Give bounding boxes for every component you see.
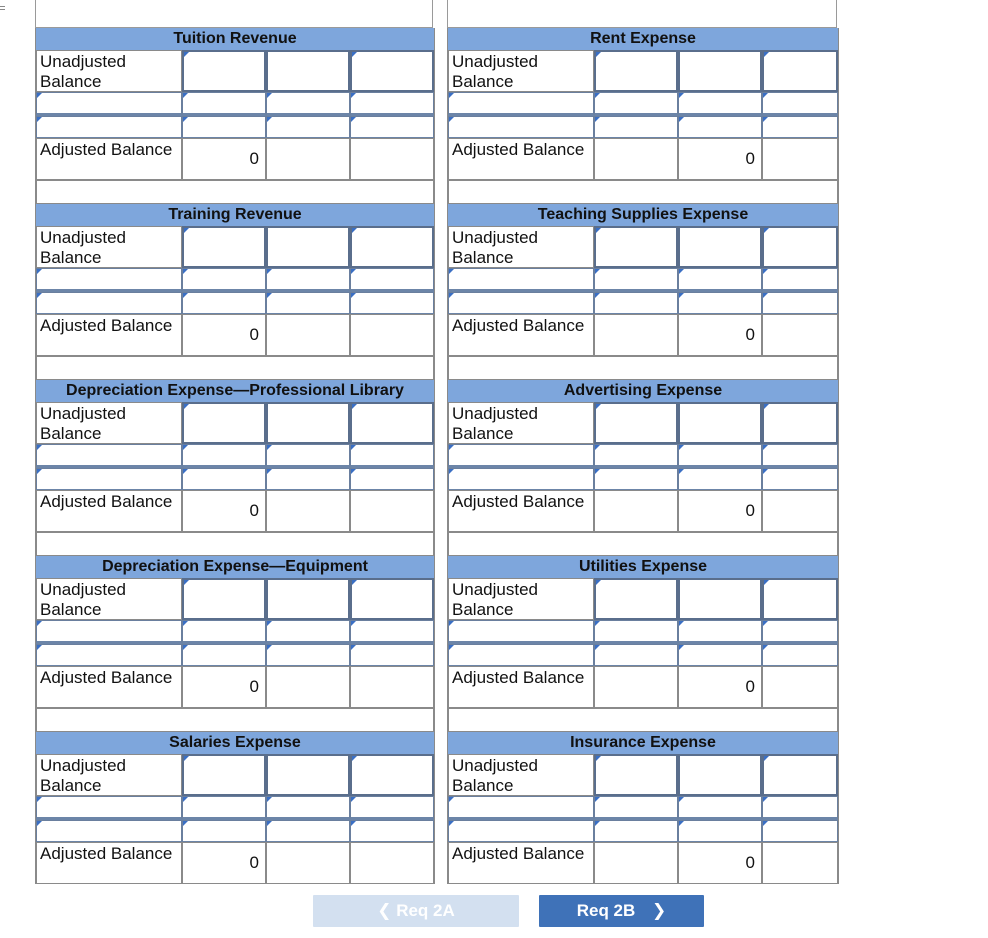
credit-unadjusted-input[interactable] — [266, 50, 350, 92]
adjusted-balance-cell — [762, 314, 838, 356]
adjustment-debit-input[interactable] — [594, 644, 678, 668]
balance-unadjusted-input[interactable] — [762, 226, 838, 268]
ledger-account — [447, 556, 839, 732]
ledger-title: Advertising Expense — [448, 380, 838, 402]
adjustment-debit-input[interactable] — [594, 92, 678, 116]
adjustment-credit-input[interactable] — [266, 92, 350, 116]
ledger-spacer — [448, 532, 838, 556]
balance-unadjusted-input[interactable] — [350, 578, 434, 620]
adjusted-debit-cell — [594, 666, 678, 708]
adjustment-debit-input[interactable] — [182, 620, 266, 644]
adjustment-credit-input[interactable] — [678, 444, 762, 468]
adjustment-credit-input[interactable] — [266, 468, 350, 492]
adjustment-credit-input[interactable] — [266, 268, 350, 292]
debit-unadjusted-input[interactable] — [182, 402, 266, 444]
ledger-spacer — [36, 532, 434, 556]
adjusted-balance-cell — [762, 490, 838, 532]
adjustment-credit-input[interactable] — [678, 268, 762, 292]
adjustment-description-input[interactable] — [36, 644, 182, 668]
credit-unadjusted-input[interactable] — [266, 578, 350, 620]
ledger-title: Depreciation Expense—Professional Library — [36, 380, 434, 402]
ledger-spacer — [448, 708, 838, 732]
edge-mark — [0, 9, 5, 10]
debit-unadjusted-input[interactable] — [594, 50, 678, 92]
debit-unadjusted-input[interactable] — [594, 226, 678, 268]
edge-mark — [0, 6, 5, 7]
adjustment-debit-input[interactable] — [182, 116, 266, 140]
ledger-title: Rent Expense — [448, 28, 838, 50]
adjustment-description-input[interactable] — [448, 292, 594, 316]
debit-unadjusted-input[interactable] — [594, 578, 678, 620]
unadjusted-balance-label: Unadjusted Balance — [36, 402, 182, 444]
ledger-spacer — [36, 180, 434, 204]
debit-unadjusted-input[interactable] — [182, 578, 266, 620]
adjusted-value: 0 — [678, 490, 762, 532]
adjusted-credit-cell — [266, 490, 350, 532]
adjustment-description-input[interactable] — [36, 620, 182, 644]
ledger-title: Insurance Expense — [448, 732, 838, 754]
adjusted-value: 0 — [182, 666, 266, 708]
adjustment-balance-input[interactable] — [350, 268, 434, 292]
unadjusted-balance-label: Unadjusted Balance — [36, 578, 182, 620]
adjustment-description-input[interactable] — [448, 620, 594, 644]
adjusted-value: 0 — [678, 842, 762, 884]
ledger-title: Teaching Supplies Expense — [448, 204, 838, 226]
debit-unadjusted-input[interactable] — [594, 754, 678, 796]
adjustment-description-input[interactable] — [36, 116, 182, 140]
adjustment-description-input[interactable] — [36, 268, 182, 292]
adjustment-debit-input[interactable] — [182, 268, 266, 292]
adjustment-description-input[interactable] — [448, 796, 594, 820]
ledger-title: Salaries Expense — [36, 732, 434, 754]
prev-req-button[interactable] — [313, 895, 519, 927]
adjustment-balance-input[interactable] — [762, 268, 838, 292]
adjustment-debit-input[interactable] — [594, 820, 678, 844]
ledger-title: Depreciation Expense—Equipment — [36, 556, 434, 578]
adjustment-debit-input[interactable] — [594, 268, 678, 292]
adjusted-balance-cell — [350, 314, 434, 356]
adjusted-value: 0 — [182, 138, 266, 180]
unadjusted-balance-label: Unadjusted Balance — [36, 50, 182, 92]
adjusted-credit-cell — [266, 666, 350, 708]
unadjusted-balance-label: Unadjusted Balance — [448, 226, 594, 268]
adjusted-value: 0 — [182, 314, 266, 356]
adjusted-balance-label: Adjusted Balance — [36, 666, 182, 708]
adjusted-balance-label: Adjusted Balance — [448, 842, 594, 884]
ledger-spacer — [448, 180, 838, 204]
adjustment-credit-input[interactable] — [266, 820, 350, 844]
adjustment-debit-input[interactable] — [594, 444, 678, 468]
next-req-button[interactable] — [539, 895, 704, 927]
adjustment-credit-input[interactable] — [266, 644, 350, 668]
adjustment-debit-input[interactable] — [594, 116, 678, 140]
adjustment-balance-input[interactable] — [350, 468, 434, 492]
adjustment-description-input[interactable] — [448, 468, 594, 492]
debit-unadjusted-input[interactable] — [182, 226, 266, 268]
chevron-right-icon: ❯ — [652, 901, 667, 920]
adjusted-debit-cell — [594, 314, 678, 356]
adjustment-balance-input[interactable] — [762, 620, 838, 644]
adjusted-balance-label: Adjusted Balance — [36, 314, 182, 356]
adjustment-description-input[interactable] — [36, 444, 182, 468]
adjustment-balance-input[interactable] — [762, 444, 838, 468]
adjustment-balance-input[interactable] — [350, 644, 434, 668]
adjustment-description-input[interactable] — [448, 820, 594, 844]
adjusted-balance-label: Adjusted Balance — [448, 138, 594, 180]
adjusted-balance-label: Adjusted Balance — [36, 842, 182, 884]
adjustment-debit-input[interactable] — [182, 796, 266, 820]
adjustment-balance-input[interactable] — [350, 620, 434, 644]
balance-unadjusted-input[interactable] — [762, 578, 838, 620]
credit-unadjusted-input[interactable] — [266, 754, 350, 796]
adjustment-credit-input[interactable] — [266, 620, 350, 644]
adjusted-balance-label: Adjusted Balance — [448, 314, 594, 356]
adjustment-balance-input[interactable] — [350, 292, 434, 316]
adjusted-balance-cell — [350, 490, 434, 532]
ledger-spacer — [448, 356, 838, 380]
adjustment-balance-input[interactable] — [350, 796, 434, 820]
adjustment-description-input[interactable] — [36, 468, 182, 492]
adjustment-credit-input[interactable] — [678, 468, 762, 492]
adjustment-credit-input[interactable] — [678, 796, 762, 820]
debit-unadjusted-input[interactable] — [182, 754, 266, 796]
unadjusted-balance-label: Unadjusted Balance — [36, 226, 182, 268]
ledger-account — [447, 28, 839, 204]
adjusted-balance-cell — [762, 138, 838, 180]
unadjusted-balance-label: Unadjusted Balance — [448, 754, 594, 796]
adjustment-debit-input[interactable] — [182, 644, 266, 668]
adjusted-debit-cell — [594, 138, 678, 180]
adjustment-balance-input[interactable] — [350, 116, 434, 140]
credit-unadjusted-input[interactable] — [678, 754, 762, 796]
adjustment-balance-input[interactable] — [762, 644, 838, 668]
top-stub-right — [447, 0, 837, 28]
balance-unadjusted-input[interactable] — [350, 226, 434, 268]
adjusted-credit-cell — [266, 842, 350, 884]
ledger-title: Training Revenue — [36, 204, 434, 226]
adjusted-balance-cell — [762, 842, 838, 884]
ledger-spacer — [36, 708, 434, 732]
adjustment-description-input[interactable] — [36, 292, 182, 316]
ledger-account — [35, 28, 435, 204]
adjusted-balance-label: Adjusted Balance — [448, 666, 594, 708]
adjusted-value: 0 — [678, 314, 762, 356]
adjustment-credit-input[interactable] — [678, 292, 762, 316]
ledger-account — [447, 204, 839, 380]
adjustment-credit-input[interactable] — [266, 292, 350, 316]
adjustment-debit-input[interactable] — [594, 796, 678, 820]
adjustment-description-input[interactable] — [448, 92, 594, 116]
adjustment-debit-input[interactable] — [182, 468, 266, 492]
ledger-account — [447, 732, 839, 884]
adjustment-balance-input[interactable] — [350, 92, 434, 116]
adjusted-balance-cell — [350, 842, 434, 884]
adjusted-credit-cell — [266, 138, 350, 180]
ledger-spacer — [36, 356, 434, 380]
adjustment-debit-input[interactable] — [182, 292, 266, 316]
adjustment-balance-input[interactable] — [762, 468, 838, 492]
adjusted-balance-cell — [350, 138, 434, 180]
adjusted-balance-cell — [762, 666, 838, 708]
unadjusted-balance-label: Unadjusted Balance — [36, 754, 182, 796]
adjustment-debit-input[interactable] — [594, 620, 678, 644]
adjusted-debit-cell — [594, 490, 678, 532]
adjustment-description-input[interactable] — [448, 268, 594, 292]
adjusted-credit-cell — [266, 314, 350, 356]
adjustment-balance-input[interactable] — [762, 796, 838, 820]
adjustment-description-input[interactable] — [448, 444, 594, 468]
adjustment-balance-input[interactable] — [762, 292, 838, 316]
adjustment-debit-input[interactable] — [182, 444, 266, 468]
adjustment-credit-input[interactable] — [678, 92, 762, 116]
adjustment-debit-input[interactable] — [182, 92, 266, 116]
debit-unadjusted-input[interactable] — [182, 50, 266, 92]
balance-unadjusted-input[interactable] — [762, 754, 838, 796]
adjustment-description-input[interactable] — [36, 796, 182, 820]
balance-unadjusted-input[interactable] — [350, 754, 434, 796]
adjustment-balance-input[interactable] — [350, 820, 434, 844]
adjusted-value: 0 — [678, 666, 762, 708]
chevron-left-icon: ❮ — [377, 901, 392, 920]
adjustment-description-input[interactable] — [448, 116, 594, 140]
adjustment-credit-input[interactable] — [678, 116, 762, 140]
top-stub-left — [35, 0, 433, 28]
adjusted-value: 0 — [182, 842, 266, 884]
ledger-title: Utilities Expense — [448, 556, 838, 578]
unadjusted-balance-label: Unadjusted Balance — [448, 50, 594, 92]
credit-unadjusted-input[interactable] — [678, 226, 762, 268]
adjusted-balance-label: Adjusted Balance — [448, 490, 594, 532]
adjustment-credit-input[interactable] — [678, 820, 762, 844]
adjustment-description-input[interactable] — [36, 92, 182, 116]
debit-unadjusted-input[interactable] — [594, 402, 678, 444]
credit-unadjusted-input[interactable] — [266, 402, 350, 444]
credit-unadjusted-input[interactable] — [266, 226, 350, 268]
adjustment-balance-input[interactable] — [762, 116, 838, 140]
next-req-label: Req 2B — [576, 901, 636, 920]
adjusted-debit-cell — [594, 842, 678, 884]
balance-unadjusted-input[interactable] — [762, 50, 838, 92]
adjustment-balance-input[interactable] — [762, 820, 838, 844]
ledger-account — [35, 556, 435, 732]
adjustment-credit-input[interactable] — [266, 796, 350, 820]
adjustment-debit-input[interactable] — [182, 820, 266, 844]
adjustment-debit-input[interactable] — [594, 468, 678, 492]
adjustment-credit-input[interactable] — [678, 644, 762, 668]
adjusted-balance-label: Adjusted Balance — [36, 138, 182, 180]
adjustment-description-input[interactable] — [36, 820, 182, 844]
ledger-account — [447, 380, 839, 556]
balance-unadjusted-input[interactable] — [350, 402, 434, 444]
credit-unadjusted-input[interactable] — [678, 50, 762, 92]
adjustment-balance-input[interactable] — [350, 444, 434, 468]
unadjusted-balance-label: Unadjusted Balance — [448, 402, 594, 444]
adjustment-debit-input[interactable] — [594, 292, 678, 316]
credit-unadjusted-input[interactable] — [678, 578, 762, 620]
adjusted-balance-cell — [350, 666, 434, 708]
adjusted-value: 0 — [182, 490, 266, 532]
adjustment-credit-input[interactable] — [266, 116, 350, 140]
unadjusted-balance-label: Unadjusted Balance — [448, 578, 594, 620]
ledger-account — [35, 204, 435, 380]
adjustment-credit-input[interactable] — [678, 620, 762, 644]
adjustment-balance-input[interactable] — [762, 92, 838, 116]
balance-unadjusted-input[interactable] — [350, 50, 434, 92]
prev-req-label: Req 2A — [396, 901, 455, 920]
ledger-account — [35, 380, 435, 556]
ledger-account — [35, 732, 435, 884]
adjusted-value: 0 — [678, 138, 762, 180]
adjusted-balance-label: Adjusted Balance — [36, 490, 182, 532]
adjustment-description-input[interactable] — [448, 644, 594, 668]
balance-unadjusted-input[interactable] — [762, 402, 838, 444]
ledger-title: Tuition Revenue — [36, 28, 434, 50]
credit-unadjusted-input[interactable] — [678, 402, 762, 444]
adjustment-credit-input[interactable] — [266, 444, 350, 468]
